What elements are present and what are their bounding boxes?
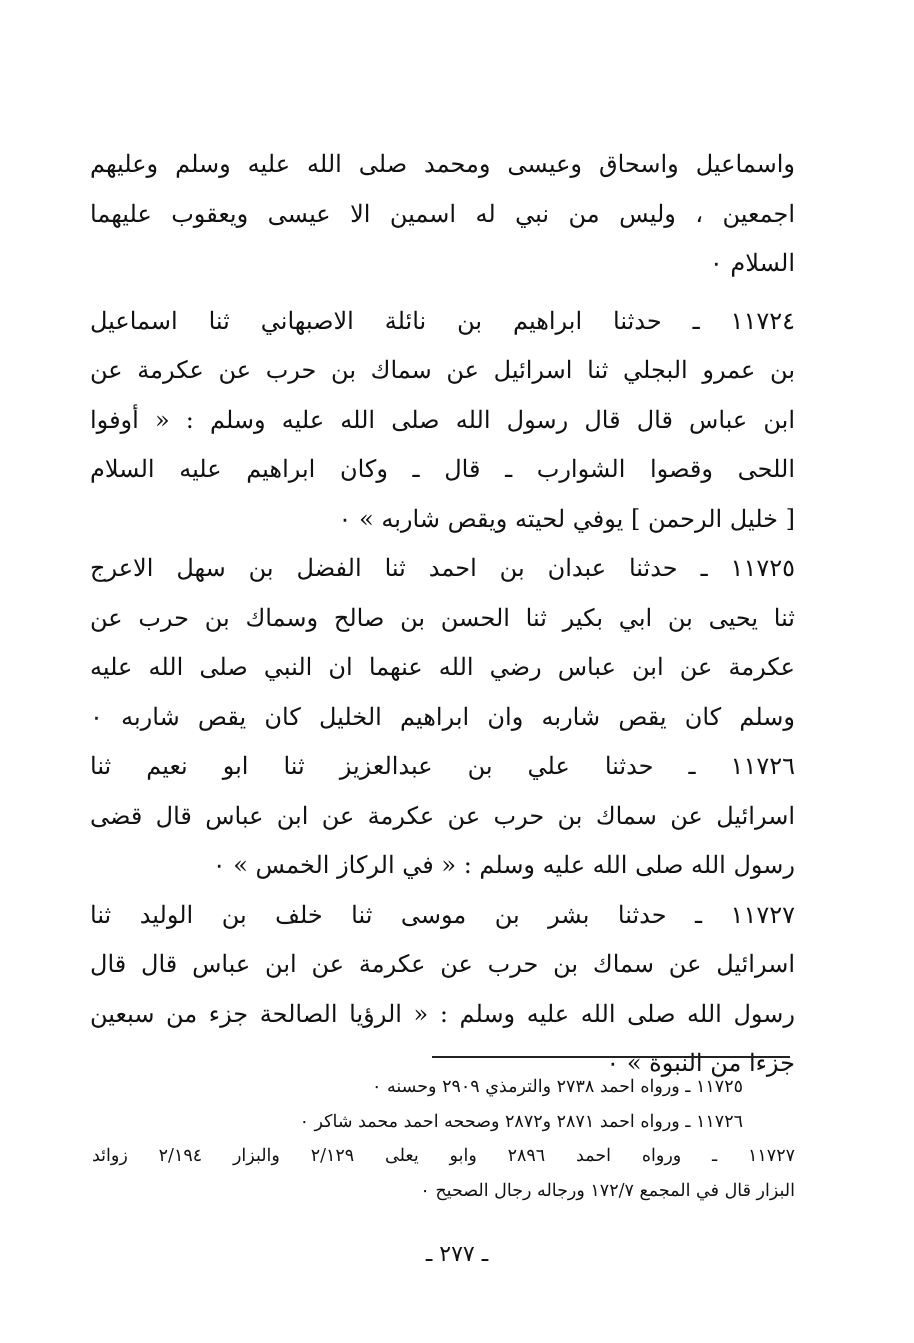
text-line: [ خليل الرحمن ] يوفي لحيته ويقص شاربه » ٠	[338, 504, 795, 533]
footnote-line: البزار قال في المجمع ١٧٢/٧ ورجاله رجال الصحيح ٠	[420, 1180, 795, 1201]
text-line: ١١٧٢٧ ـ حدثنا بشر بن موسى ثنا خلف بن الوليد ثنا	[90, 900, 795, 929]
text-line: اسرائيل عن سماك بن حرب عن عكرمة عن ابن عباس قال قضى	[90, 801, 795, 830]
text-line: ١١٧٢٥ ـ حدثنا عبدان بن احمد ثنا الفضل بن سهل الاعرج	[90, 554, 795, 582]
hadith-11724	[90, 297, 795, 545]
text-line: جزءا من النبوة » ٠	[606, 1049, 795, 1077]
text-line: اللحى وقصوا الشوارب ـ قال ـ وكان ابراهيم عليه السلام	[90, 455, 795, 483]
text-line: رسول الله صلى الله عليه وسلم : « الرؤيا الصالحة جزء من سبعين	[90, 999, 795, 1028]
text-line: اجمعين ، وليس من نبي له اسمين الا عيسى ويعقوب عليهما	[90, 199, 795, 228]
hadith-11726	[90, 742, 795, 891]
hadith-11727	[90, 891, 795, 1089]
footnote-line: ١١٧٢٦ ـ ورواه احمد ٢٨٧١ و٢٨٧٢ وصححه احمد محمد شاكر ٠	[299, 1111, 743, 1132]
page-number: ـ ٢٧٧ ـ	[425, 1242, 489, 1267]
hadith-11725	[90, 544, 795, 742]
text-line: وسلم كان يقص شاربه وان ابراهيم الخليل كان يقص شاربه ٠	[90, 702, 795, 731]
text-line: رسول الله صلى الله عليه وسلم : « في الركاز الخمس » ٠	[212, 851, 795, 879]
text-line: ابن عباس قال قال رسول الله صلى الله عليه وسلم : « أوفوا	[90, 405, 795, 434]
text-line: السلام ٠	[709, 249, 795, 277]
footnote-line: ١١٧٢٧ ـ ورواه احمد ٢٨٩٦ وابو يعلى ٢/١٢٩ والبزار ٢/١٩٤ زوائد	[92, 1146, 795, 1166]
text-line: ثنا يحيى بن ابي بكير ثنا الحسن بن صالح وسماك بن حرب عن	[90, 603, 795, 632]
text-line: اسرائيل عن سماك بن حرب عن عكرمة عن ابن عباس قال قال	[90, 950, 795, 978]
footnote-line: ١١٧٢٥ ـ ورواه احمد ٢٧٣٨ والترمذي ٢٩٠٩ وحسنه ٠	[371, 1077, 743, 1097]
text-line: واسماعيل واسحاق وعيسى ومحمد صلى الله عليه وسلم وعليهم	[90, 150, 795, 178]
text-line: ١١٧٢٦ ـ حدثنا علي بن عبدالعزيز ثنا ابو نعيم ثنا	[90, 752, 795, 780]
text-line: ١١٧٢٤ ـ حدثنا ابراهيم بن نائلة الاصبهاني ثنا اسماعيل	[90, 306, 795, 335]
footnote-divider	[432, 1056, 790, 1058]
footnotes	[92, 1070, 795, 1208]
text-line: بن عمرو البجلي ثنا اسرائيل عن سماك بن حرب عن عكرمة عن	[90, 356, 795, 384]
intro-paragraph	[90, 140, 795, 289]
text-line: عكرمة عن ابن عباس رضي الله عنهما ان النبي صلى الله عليه	[90, 653, 795, 681]
main-text	[90, 140, 795, 1089]
